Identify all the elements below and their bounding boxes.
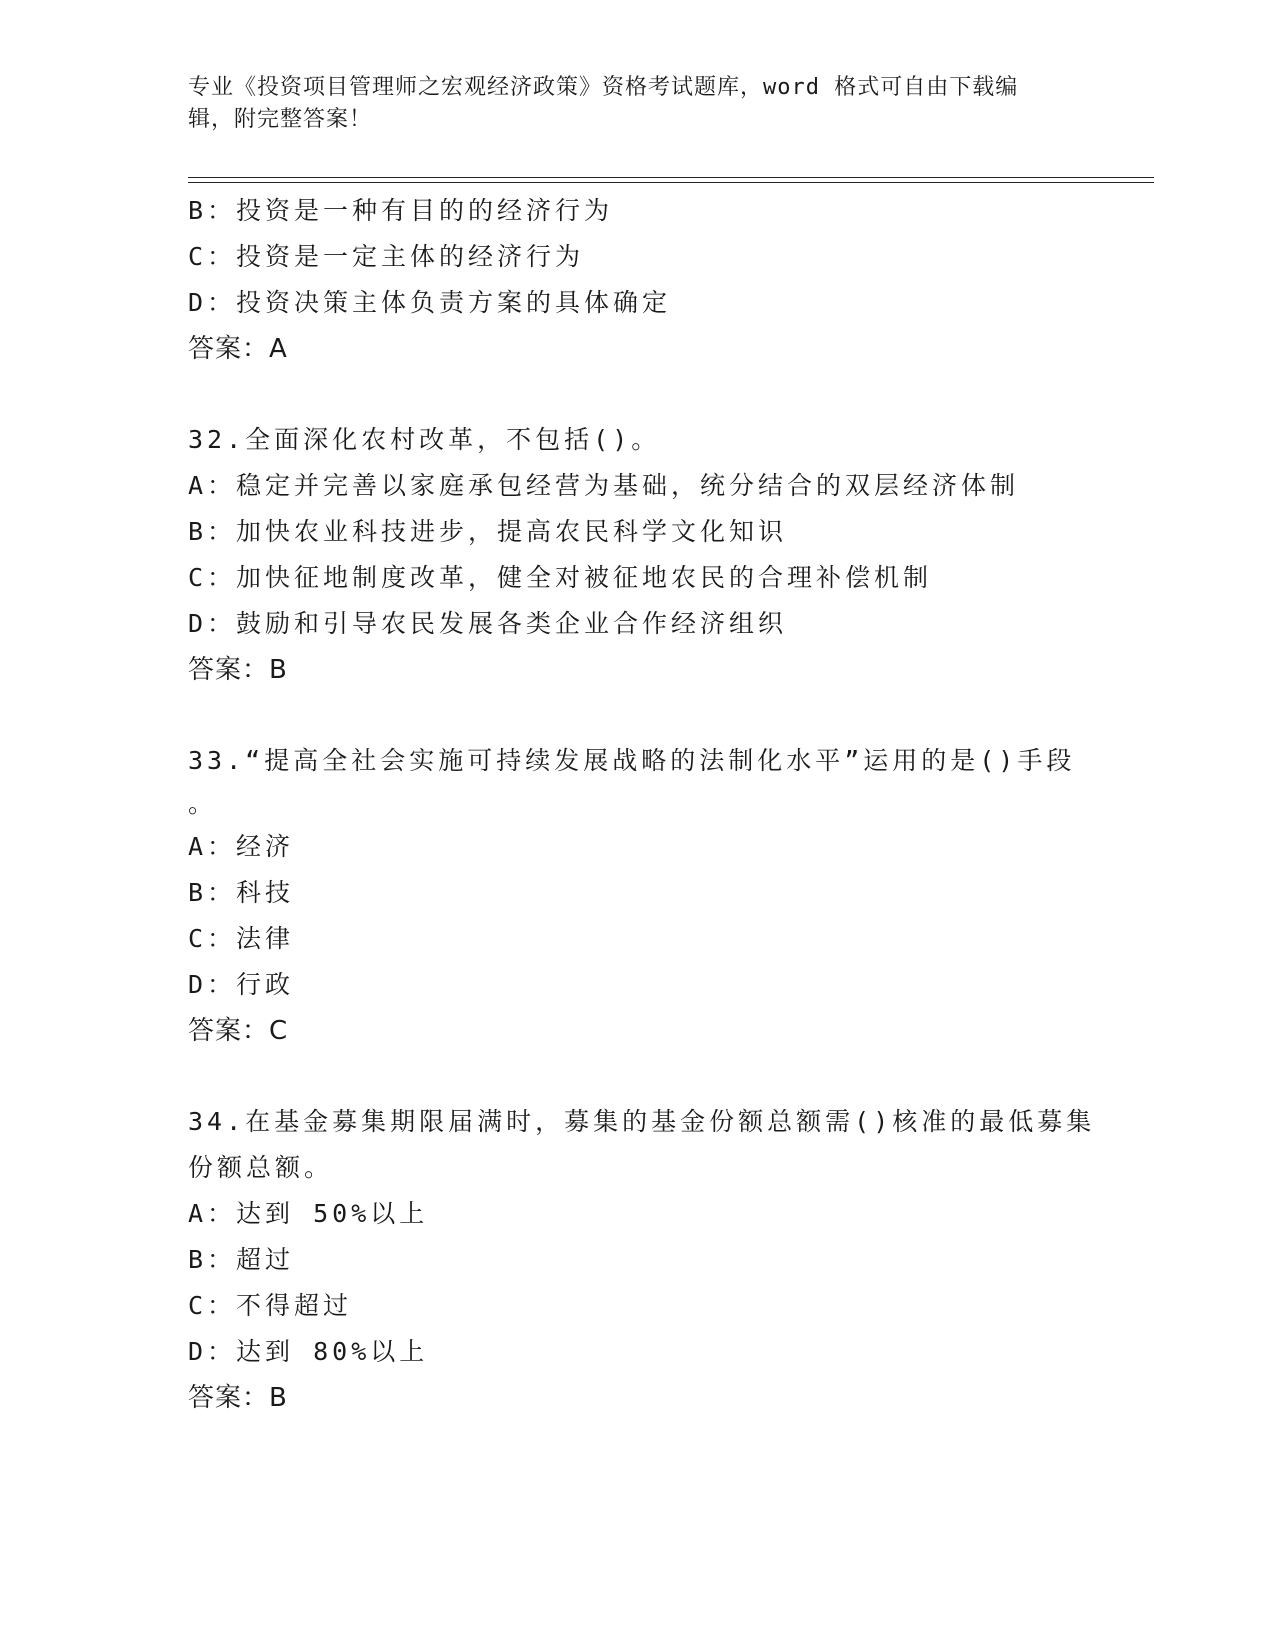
question-34 xyxy=(188,1099,1096,1421)
spacer xyxy=(188,372,1088,417)
option-b: B：加快农业科技进步，提高农民科学文化知识 xyxy=(188,517,788,546)
option-d: D：投资决策主体负责方案的具体确定 xyxy=(188,288,672,317)
option-b: B：投资是一种有目的的经济行为 xyxy=(188,196,614,225)
option-a: A：经济 xyxy=(188,832,295,861)
answer-line: 答案：B xyxy=(188,1383,288,1413)
option-d: D：达到 80%以上 xyxy=(188,1337,429,1366)
header-divider-top xyxy=(188,177,1154,178)
question-list xyxy=(188,188,1096,1421)
question-text: 32.全面深化农村改革，不包括()。 xyxy=(188,425,661,454)
option-a: A：稳定并完善以家庭承包经营为基础，统分结合的双层经济体制 xyxy=(188,471,1020,500)
spacer xyxy=(188,693,1088,738)
option-c: C：不得超过 xyxy=(188,1291,353,1320)
option-d: D：行政 xyxy=(188,970,295,999)
answer-line: 答案：B xyxy=(188,655,288,685)
document-header xyxy=(188,72,1068,136)
question-text-continued: 份额总额。 xyxy=(188,1153,334,1182)
option-b: B：科技 xyxy=(188,878,295,907)
answer-line: 答案：A xyxy=(188,334,288,364)
spacer xyxy=(188,1054,1088,1099)
option-c: C：加快征地制度改革，健全对被征地农民的合理补偿机制 xyxy=(188,563,933,592)
option-d: D：鼓励和引导农民发展各类企业合作经济组织 xyxy=(188,609,788,638)
option-c: C：法律 xyxy=(188,924,295,953)
header-line-1: 专业《投资项目管理师之宏观经济政策》资格考试题库，word 格式可自由下载编 xyxy=(188,75,1019,100)
previous-question-block xyxy=(188,188,1088,372)
option-a: A：达到 50%以上 xyxy=(188,1199,429,1228)
option-c: C：投资是一定主体的经济行为 xyxy=(188,242,585,271)
question-text: 33.“提高全社会实施可持续发展战略的法制化水平”运用的是()手段 xyxy=(188,746,1076,775)
question-text-continued: 。 xyxy=(188,789,218,818)
question-32 xyxy=(188,417,1088,693)
question-33 xyxy=(188,738,1088,1054)
answer-line: 答案：C xyxy=(188,1016,289,1046)
header-divider-bottom xyxy=(188,182,1154,183)
option-b: B：超过 xyxy=(188,1245,295,1274)
question-text: 34.在基金募集期限届满时，募集的基金份额总额需()核准的最低募集 xyxy=(188,1107,1096,1136)
header-line-2: 辑，附完整答案！ xyxy=(188,107,373,132)
